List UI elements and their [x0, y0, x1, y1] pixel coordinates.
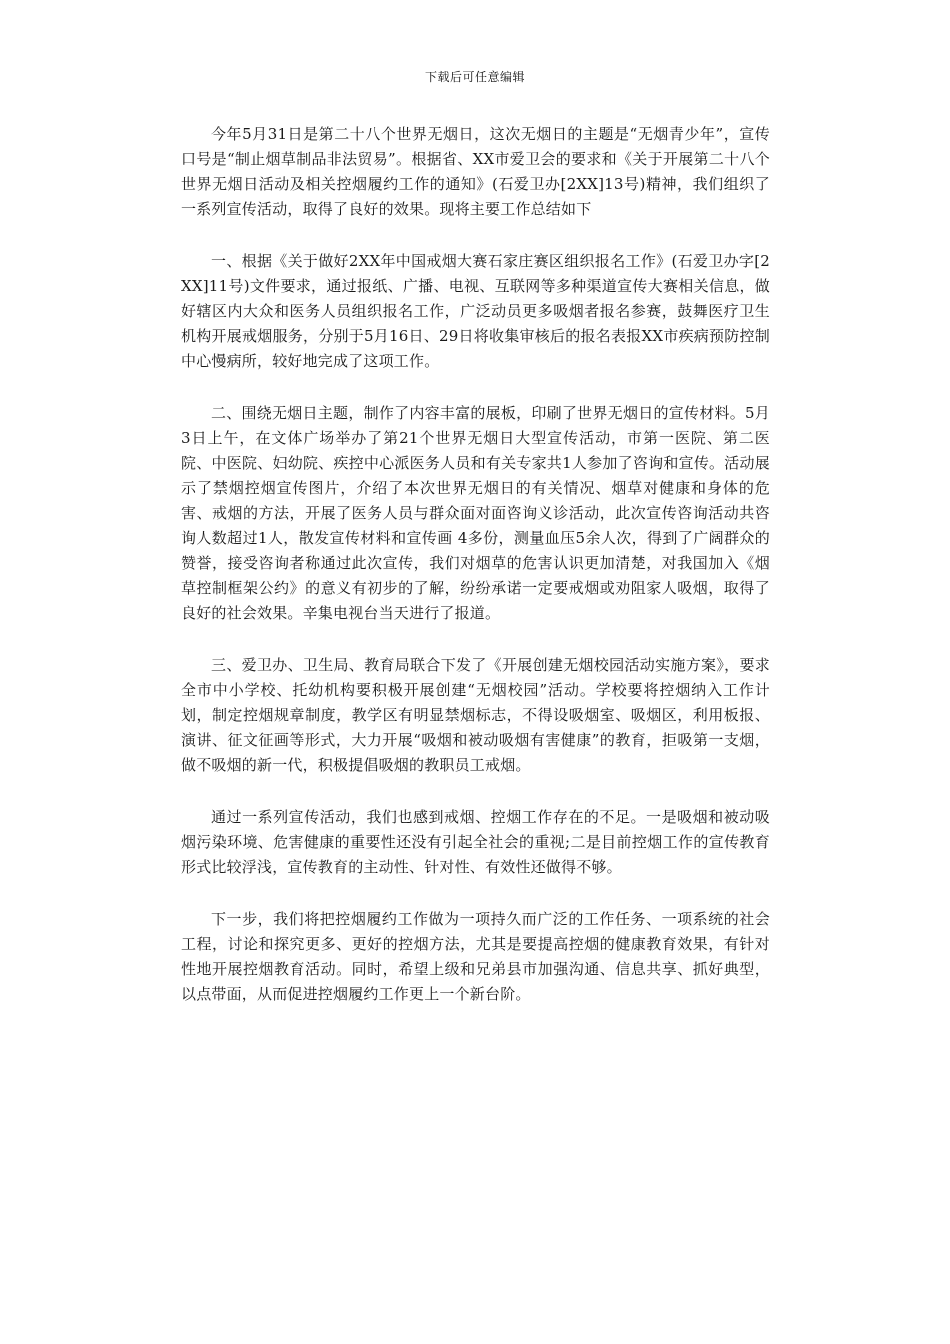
paragraph-shortcomings: 通过一系列宣传活动，我们也感到戒烟、控烟工作存在的不足。一是吸烟和被动吸烟污染环境、危害健康的重要性还没有引起全社会的重视;二是目前控烟工作的宣传教育形式比较浮浅，宣传教育的主动性、针对性、有效性还做得不够。: [181, 808, 770, 876]
paragraph-section-two: 二、围绕无烟日主题，制作了内容丰富的展板，印刷了世界无烟日的宣传材料。5月3日上午，在文体广场举办了第21个世界无烟日大型宣传活动，市第一医院、第二医院、中医院、妇幼院、疾控中心派医务人员和有关专家共1人参加了咨询和宣传。活动展示了禁烟控烟宣传图片，介绍了本次世界无烟日的有关情况、烟草对健康和身体的危害、戒烟的方法，开展了医务人员与群众面对面咨询义诊活动，此次宣传咨询活动共咨询人数超过1人，散发宣传材料和宣传画 4多份，测量血压5余人次，得到了广阔群众的赞誉，接受咨询者称通过此次宣传，我们对烟草的危害认识更加清楚，对我国加入《烟草控制框架公约》的意义有初步的了解，纷纷承诺一定要戒烟或劝阻家人吸烟，取得了良好的社会效果。辛集电视台当天进行了报道。: [181, 404, 770, 622]
paragraph-section-one: 一、根据《关于做好2XX年中国戒烟大赛石家庄赛区组织报名工作》(石爱卫办字[2XX]11号)文件要求，通过报纸、广播、电视、互联网等多种渠道宣传大赛相关信息，做好辖区内大众和医务人员组织报名工作，广泛动员更多吸烟者报名参赛，鼓舞医疗卫生机构开展戒烟服务，分别于5月16日、29日将收集审核后的报名表报XX市疾病预防控制中心慢病所，较好地完成了这项工作。: [181, 252, 770, 370]
paragraph-intro: 今年5月31日是第二十八个世界无烟日，这次无烟日的主题是“无烟青少年”，宣传口号是“制止烟草制品非法贸易”。根据省、XX市爱卫会的要求和《关于开展第二十八个世界无烟日活动及相关控烟履约工作的通知》(石爱卫办[2XX]13号)精神，我们组织了一系列宣传活动，取得了良好的效果。现将主要工作总结如下: [181, 125, 770, 218]
page-header-note: 下载后可任意编辑: [424, 70, 525, 84]
document-body: [181, 122, 770, 1034]
paragraph-next-steps: 下一步，我们将把控烟履约工作做为一项持久而广泛的工作任务、一项系统的社会工程，讨论和探究更多、更好的控烟方法，尤其是要提高控烟的健康教育效果，有针对性地开展控烟教育活动。同时，希望上级和兄弟县市加强沟通、信息共享、抓好典型，以点带面，从而促进控烟履约工作更上一个新台阶。: [181, 910, 770, 1003]
paragraph-section-three: 三、爱卫办、卫生局、教育局联合下发了《开展创建无烟校园活动实施方案》，要求全市中小学校、托幼机构要积极开展创建“无烟校园”活动。学校要将控烟纳入工作计划，制定控烟规章制度，教学区有明显禁烟标志，不得设吸烟室、吸烟区，利用板报、演讲、征文征画等形式，大力开展“吸烟和被动吸烟有害健康”的教育，拒吸第一支烟，做不吸烟的新一代，积极提倡吸烟的教职员工戒烟。: [181, 656, 770, 774]
